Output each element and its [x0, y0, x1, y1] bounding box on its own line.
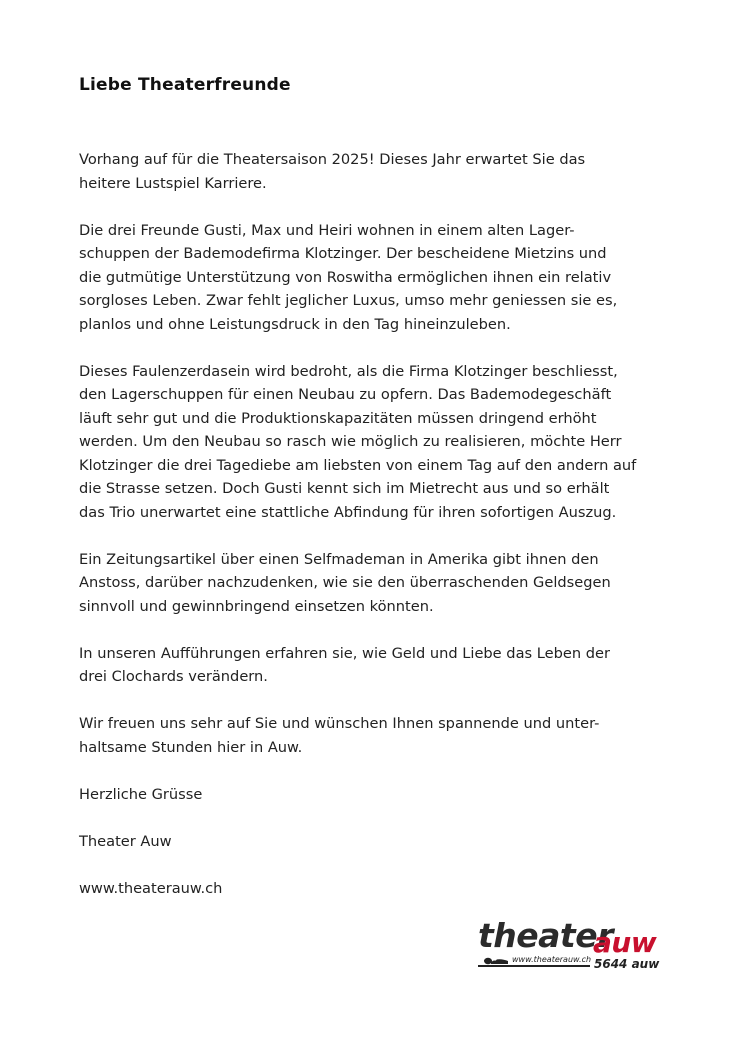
text-line: schuppen der Bademodefirma Klotzinger. Der bescheidene Mietzins und: [79, 245, 607, 262]
text-line: Anstoss, darüber nachzudenken, wie sie den überraschenden Geldsegen: [79, 574, 611, 591]
paragraph-intro: [79, 148, 679, 195]
text-line: planlos und ohne Leistungsdruck in den Tag hineinzuleben.: [79, 315, 511, 333]
paragraph-story: [79, 219, 679, 337]
text-line: Wir freuen uns sehr auf Sie und wünschen Ihnen spannende und unter-: [79, 715, 600, 732]
text-line: haltsame Stunden hier in Auw.: [79, 738, 303, 756]
text-line: sorgloses Leben. Zwar fehlt jeglicher Luxus, umso mehr geniessen sie es,: [79, 292, 618, 309]
letter-body: [79, 148, 679, 924]
paragraph-idea: [79, 548, 679, 619]
text-line: Vorhang auf für die Theatersaison 2025! Dieses Jahr erwartet Sie das: [79, 151, 586, 168]
letter-title: Liebe Theaterfreunde: [79, 75, 291, 95]
text-line: läuft sehr gut und die Produktionskapazitäten müssen dringend erhöht: [79, 409, 597, 427]
paragraph-conflict: [79, 360, 679, 525]
paragraph-closing: [79, 712, 679, 759]
text-line: In unseren Aufführungen erfahren sie, wie Geld und Liebe das Leben der: [79, 644, 610, 662]
text-line: heitere Lustspiel Karriere.: [79, 174, 267, 192]
greeting: Herzliche Grüsse: [79, 785, 203, 803]
paragraph-performances: [79, 642, 679, 689]
text-line: Die drei Freunde Gusti, Max und Heiri wohnen in einem alten Lager-: [79, 221, 575, 239]
website-link[interactable]: www.theaterauw.ch: [79, 879, 223, 897]
text-line: drei Clochards verändern.: [79, 668, 268, 685]
logo-word-theater: theater: [478, 916, 613, 955]
logo-word-auw: auw: [593, 926, 657, 959]
text-line: Dieses Faulenzerdasein wird bedroht, als die Firma Klotzinger beschliesst,: [79, 362, 618, 380]
theater-auw-logo: [476, 918, 676, 976]
text-line: Klotzinger die drei Tagediebe am liebsten von einem Tag auf den andern auf: [79, 456, 637, 474]
text-line: die gutmütige Unterstützung von Roswitha ermöglichen ihnen ein relativ: [79, 268, 612, 286]
text-line: Ein Zeitungsartikel über einen Selfmademan in Amerika gibt ihnen den: [79, 550, 599, 568]
text-line: den Lagerschuppen für einen Neubau zu opfern. Das Bademodegeschäft: [79, 386, 612, 403]
text-line: das Trio unerwartet eine stattliche Abfindung für ihren sofortigen Auszug.: [79, 503, 617, 521]
text-line: sinnvoll und gewinnbringend einsetzen könnten.: [79, 597, 434, 615]
signature: Theater Auw: [79, 832, 172, 850]
text-line: die Strasse setzen. Doch Gusti kennt sich im Mietrecht aus und so erhält: [79, 480, 610, 497]
logo-underline: [478, 965, 590, 967]
logo-postal: 5644 auw: [594, 957, 660, 971]
text-line: werden. Um den Neubau so rasch wie möglich zu realisieren, möchte Herr: [79, 433, 622, 450]
logo-url: www.theaterauw.ch: [512, 955, 592, 964]
